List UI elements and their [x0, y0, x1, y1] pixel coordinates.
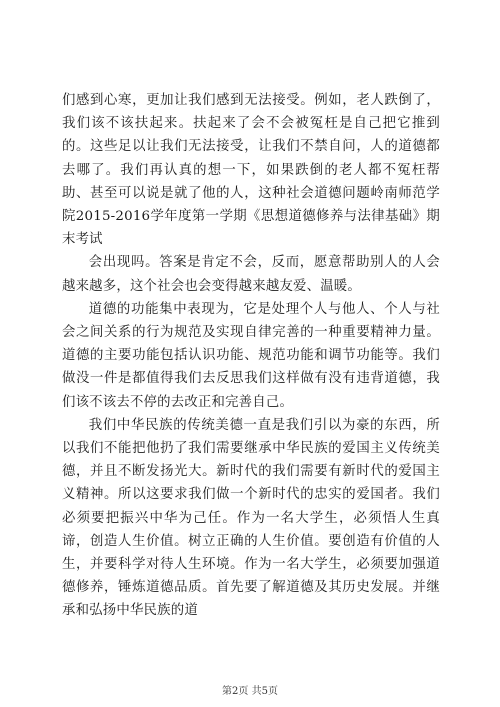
paragraph-2: 会出现吗。答案是肯定不会，反而，愿意帮助别人的人会越来越多，这个社会也会变得越来越友爱、温暖。	[62, 255, 440, 294]
paragraph-3: 道德的功能集中表现为，它是处理个人与他人、个人与社会之间关系的行为规范及实现自律完善的一种重要精神力量。道德的主要功能包括认识功能、规范功能和调节功能等。我们做没一件是都值得我们去反思我们这样做有没有违背道德，我们该不该去不停的去改正和完善自己。	[62, 301, 440, 410]
paragraph-1: 们感到心寒，更加让我们感到无法接受。例如，老人跌倒了，我们该不该扶起来。扶起来了会不会被冤枉是自己把它推到的。这些足以让我们无法接受，让我们不禁自问，人的道德都去哪了。我们再认真的想一下，如果跌倒的老人都不冤枉帮助、甚至可以说是就了他的人，这种社会道德问题岭南师范学院2015-2016学年度第一学期《思想道德修养与法律基础》期末考试	[62, 93, 440, 248]
paragraph-4: 我们中华民族的传统美德一直是我们引以为豪的东西，所以我们不能把他扔了我们需要继承中华民族的爱国主义传统美德，并且不断发扬光大。新时代的我们需要有新时代的爱国主义精神。所以这要求我们做一个新时代的忠实的爱国者。我们必须要把振兴中华为己任。作为一名大学生，必须悟人生真谛，创造人生价值。树立正确的人生价值。要创造有价值的人生，并要科学对待人生环境。作为一名大学生，必须要加强道德修养，锤炼道德品质。首先要了解道德及其历史发展。并继承和弘扬中华民族的道	[62, 417, 440, 619]
page-footer: 第2页 共5页	[222, 686, 278, 697]
document-body	[62, 89, 440, 623]
